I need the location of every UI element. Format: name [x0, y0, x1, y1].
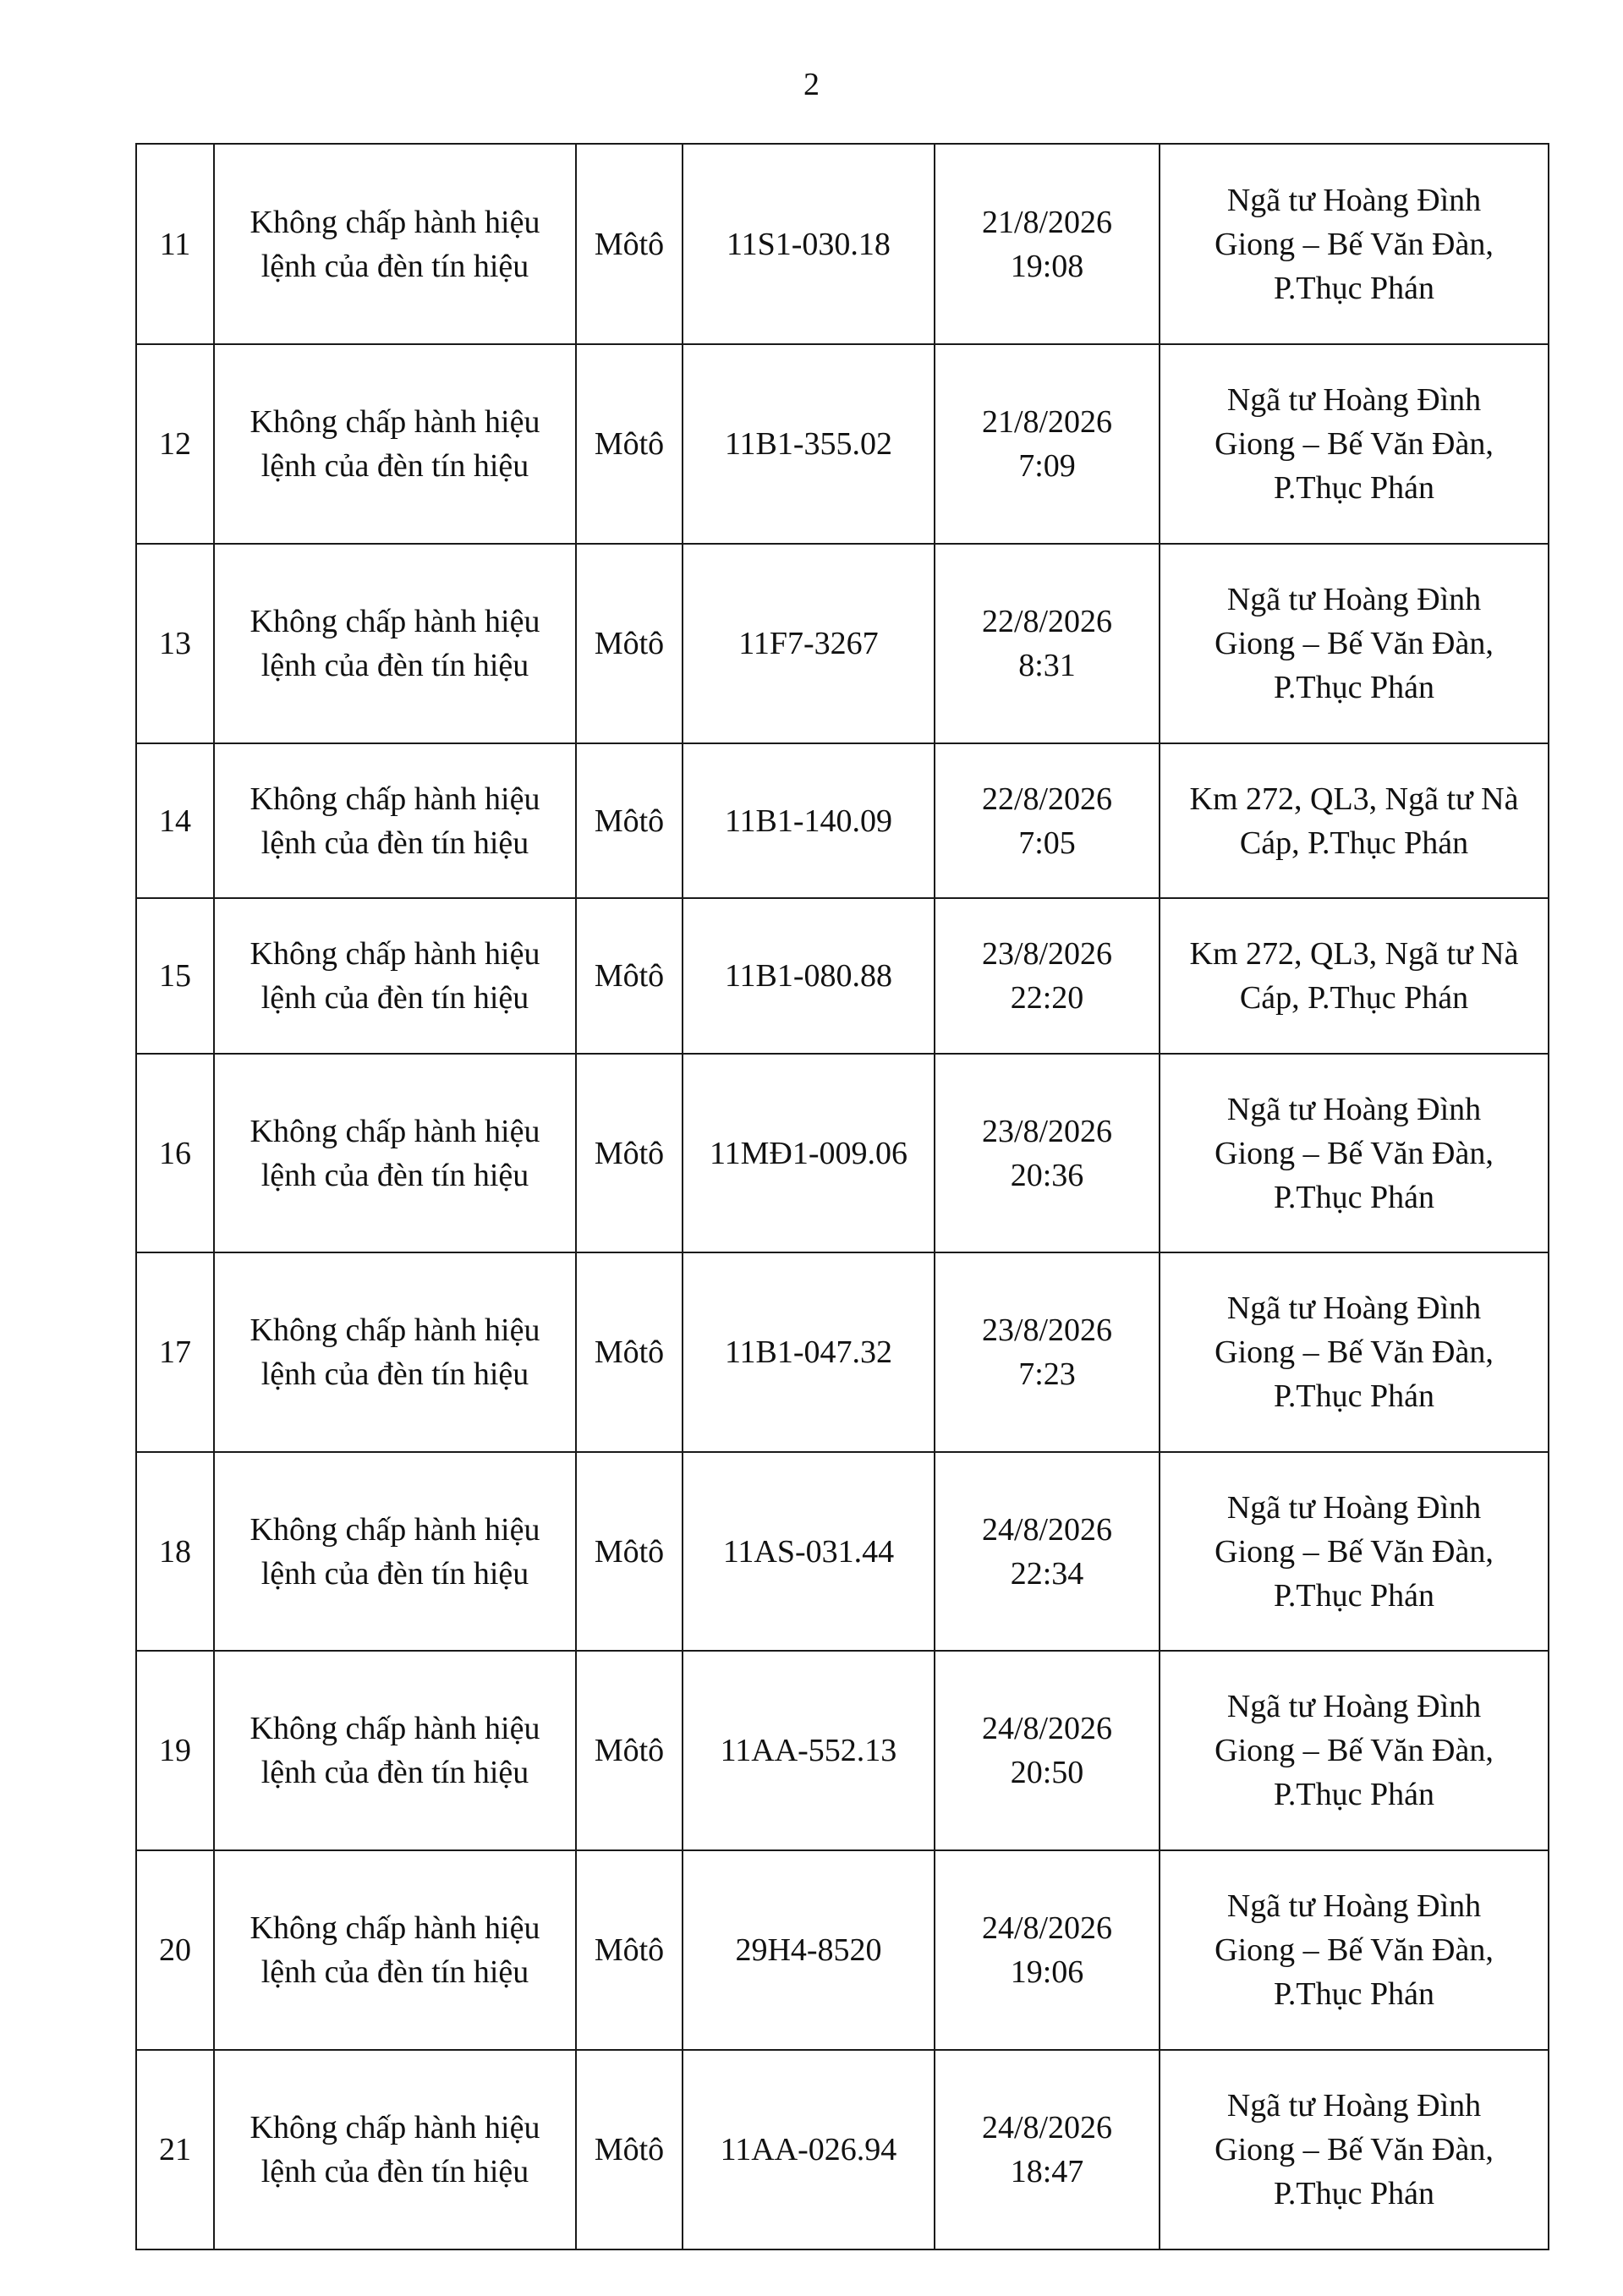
table-row: [136, 1850, 1549, 2050]
violation-cell: [214, 2050, 576, 2249]
stt-cell: [136, 2050, 214, 2249]
plate-value: 11B1-355.02: [724, 426, 893, 462]
vehicle-cell: [576, 2050, 683, 2249]
stt-value: 15: [159, 958, 191, 994]
time-value: 21/8/2026 7:09: [981, 404, 1113, 484]
plate-value: 11B1-140.09: [724, 803, 893, 839]
stt-cell: [136, 1850, 214, 2050]
table-row: [136, 544, 1549, 743]
violations-table-body: [136, 144, 1549, 2249]
violation-cell: [214, 1850, 576, 2050]
vehicle-value: Môtô: [594, 426, 665, 462]
vehicle-value: Môtô: [594, 626, 665, 661]
vehicle-cell: [576, 743, 683, 898]
location-value: Ngã tư Hoàng Đình Giong – Bế Văn Đàn, P.Thục Phán: [1215, 182, 1494, 306]
location-value: Ngã tư Hoàng Đình Giong – Bế Văn Đàn, P.Thục Phán: [1215, 382, 1494, 506]
location-value: Ngã tư Hoàng Đình Giong – Bế Văn Đàn, P.Thục Phán: [1215, 1888, 1494, 2012]
page-number: 2: [803, 67, 820, 102]
time-cell: [935, 1054, 1160, 1252]
time-cell: [935, 1850, 1160, 2050]
vehicle-cell: [576, 144, 683, 344]
plate-value: 11B1-047.32: [724, 1334, 893, 1370]
time-cell: [935, 743, 1160, 898]
plate-value: 11AS-031.44: [722, 1533, 895, 1570]
time-value: 23/8/2026 22:20: [981, 936, 1113, 1016]
table-row: [136, 144, 1549, 344]
stt-cell: [136, 1054, 214, 1252]
plate-value: 11MĐ1-009.06: [710, 1135, 907, 1171]
vehicle-cell: [576, 544, 683, 743]
violations-table: [135, 143, 1549, 2250]
violation-value: Không chấp hành hiệu lệnh của đèn tín hiệu: [249, 204, 540, 284]
plate-cell: [683, 1452, 935, 1651]
stt-value: 17: [159, 1334, 191, 1370]
time-cell: [935, 898, 1160, 1054]
violation-value: Không chấp hành hiệu lệnh của đèn tín hiệu: [249, 1113, 540, 1193]
plate-cell: [683, 898, 935, 1054]
location-value: Km 272, QL3, Ngã tư Nà Cáp, P.Thục Phán: [1189, 781, 1519, 861]
vehicle-value: Môtô: [594, 226, 665, 262]
stt-cell: [136, 544, 214, 743]
plate-value: 11S1-030.18: [727, 226, 891, 262]
plate-value: 11F7-3267: [738, 626, 879, 661]
location-value: Ngã tư Hoàng Đình Giong – Bế Văn Đàn, P.Thục Phán: [1215, 2088, 1494, 2211]
vehicle-cell: [576, 1850, 683, 2050]
stt-cell: [136, 144, 214, 344]
time-cell: [935, 544, 1160, 743]
plate-cell: [683, 544, 935, 743]
stt-value: 20: [159, 1932, 191, 1968]
plate-cell: [683, 743, 935, 898]
violation-value: Không chấp hành hiệu lệnh của đèn tín hiệu: [249, 1910, 540, 1990]
violation-cell: [214, 898, 576, 1054]
plate-cell: [683, 344, 935, 544]
stt-value: 12: [159, 426, 191, 462]
time-value: 22/8/2026 8:31: [981, 604, 1113, 683]
stt-value: 21: [159, 2132, 191, 2167]
vehicle-value: Môtô: [594, 958, 665, 994]
vehicle-value: Môtô: [594, 803, 665, 839]
location-value: Ngã tư Hoàng Đình Giong – Bế Văn Đàn, P.Thục Phán: [1215, 1290, 1494, 1414]
location-cell: [1160, 144, 1549, 344]
location-value: Ngã tư Hoàng Đình Giong – Bế Văn Đàn, P.Thục Phán: [1215, 1091, 1494, 1215]
violation-value: Không chấp hành hiệu lệnh của đèn tín hiệu: [249, 404, 540, 484]
location-value: Km 272, QL3, Ngã tư Nà Cáp, P.Thục Phán: [1189, 936, 1519, 1016]
location-cell: [1160, 1850, 1549, 2050]
violation-cell: [214, 1452, 576, 1651]
table-row: [136, 2050, 1549, 2249]
stt-value: 11: [159, 226, 191, 262]
violation-value: Không chấp hành hiệu lệnh của đèn tín hiệu: [249, 1711, 540, 1790]
location-cell: [1160, 1452, 1549, 1651]
violation-value: Không chấp hành hiệu lệnh của đèn tín hiệu: [249, 1511, 540, 1592]
violation-cell: [214, 544, 576, 743]
violation-cell: [214, 344, 576, 544]
violation-cell: [214, 1054, 576, 1252]
stt-cell: [136, 344, 214, 544]
stt-value: 14: [159, 803, 191, 839]
plate-value: 11AA-026.94: [720, 2132, 897, 2167]
vehicle-value: Môtô: [594, 1932, 665, 1968]
time-value: 22/8/2026 7:05: [981, 781, 1113, 861]
vehicle-value: Môtô: [594, 1334, 665, 1370]
violation-cell: [214, 1651, 576, 1850]
stt-cell: [136, 1651, 214, 1850]
stt-cell: [136, 898, 214, 1054]
plate-value: 11AA-552.13: [720, 1733, 897, 1768]
time-cell: [935, 144, 1160, 344]
time-cell: [935, 344, 1160, 544]
location-cell: [1160, 898, 1549, 1054]
vehicle-cell: [576, 898, 683, 1054]
time-value: 24/8/2026 22:34: [981, 1511, 1113, 1592]
time-value: 21/8/2026 19:08: [981, 204, 1113, 284]
plate-cell: [683, 1054, 935, 1252]
violation-value: Không chấp hành hiệu lệnh của đèn tín hiệu: [249, 781, 540, 861]
table-row: [136, 1252, 1549, 1452]
time-cell: [935, 2050, 1160, 2249]
violation-value: Không chấp hành hiệu lệnh của đèn tín hiệu: [249, 604, 540, 683]
violation-cell: [214, 1252, 576, 1452]
table-row: [136, 1452, 1549, 1651]
stt-cell: [136, 743, 214, 898]
table-row: [136, 898, 1549, 1054]
plate-cell: [683, 1651, 935, 1850]
location-cell: [1160, 544, 1549, 743]
vehicle-value: Môtô: [594, 2132, 665, 2167]
location-cell: [1160, 2050, 1549, 2249]
location-cell: [1160, 1651, 1549, 1850]
violation-value: Không chấp hành hiệu lệnh của đèn tín hiệu: [249, 2110, 540, 2189]
time-value: 23/8/2026 7:23: [981, 1312, 1113, 1392]
violation-cell: [214, 743, 576, 898]
plate-value: 29H4-8520: [735, 1932, 882, 1968]
time-value: 24/8/2026 19:06: [981, 1910, 1113, 1990]
location-value: Ngã tư Hoàng Đình Giong – Bế Văn Đàn, P.Thục Phán: [1215, 582, 1494, 705]
table-row: [136, 1054, 1549, 1252]
stt-value: 13: [159, 626, 191, 661]
vehicle-value: Môtô: [594, 1733, 665, 1768]
violation-cell: [214, 144, 576, 344]
stt-value: 19: [159, 1733, 191, 1768]
vehicle-cell: [576, 344, 683, 544]
time-cell: [935, 1452, 1160, 1651]
table-row: [136, 743, 1549, 898]
stt-value: 18: [159, 1533, 191, 1570]
plate-cell: [683, 1252, 935, 1452]
violation-value: Không chấp hành hiệu lệnh của đèn tín hiệu: [249, 936, 540, 1016]
vehicle-value: Môtô: [594, 1135, 665, 1171]
time-value: 24/8/2026 20:50: [981, 1711, 1113, 1790]
plate-cell: [683, 2050, 935, 2249]
location-value: Ngã tư Hoàng Đình Giong – Bế Văn Đàn, P.Thục Phán: [1215, 1489, 1494, 1614]
plate-value: 11B1-080.88: [724, 958, 893, 994]
time-value: 23/8/2026 20:36: [981, 1113, 1113, 1193]
table-row: [136, 344, 1549, 544]
time-cell: [935, 1651, 1160, 1850]
stt-cell: [136, 1452, 214, 1651]
vehicle-cell: [576, 1252, 683, 1452]
vehicle-cell: [576, 1651, 683, 1850]
stt-value: 16: [159, 1135, 191, 1171]
vehicle-value: Môtô: [594, 1533, 665, 1570]
vehicle-cell: [576, 1054, 683, 1252]
violation-value: Không chấp hành hiệu lệnh của đèn tín hiệu: [249, 1312, 540, 1392]
time-cell: [935, 1252, 1160, 1452]
location-cell: [1160, 344, 1549, 544]
plate-cell: [683, 1850, 935, 2050]
plate-cell: [683, 144, 935, 344]
vehicle-cell: [576, 1452, 683, 1651]
table-row: [136, 1651, 1549, 1850]
location-cell: [1160, 743, 1549, 898]
location-value: Ngã tư Hoàng Đình Giong – Bế Văn Đàn, P.Thục Phán: [1215, 1689, 1494, 1812]
stt-cell: [136, 1252, 214, 1452]
location-cell: [1160, 1054, 1549, 1252]
time-value: 24/8/2026 18:47: [981, 2110, 1113, 2189]
location-cell: [1160, 1252, 1549, 1452]
